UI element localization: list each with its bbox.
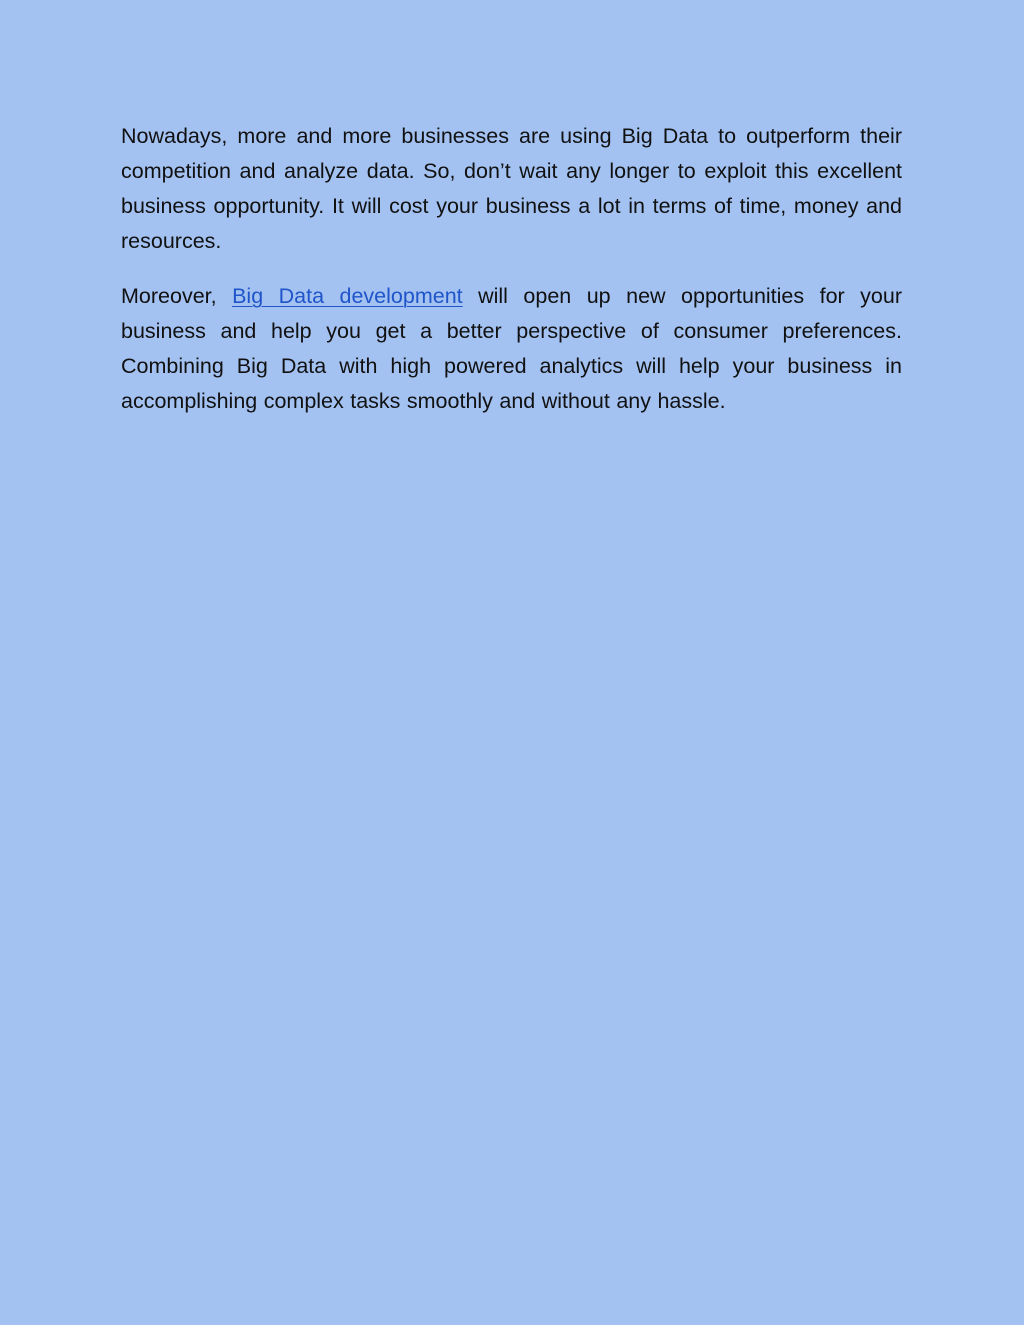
big-data-development-link[interactable]: Big Data development xyxy=(232,284,463,308)
paragraph-big-data-development xyxy=(121,279,902,419)
paragraph-text-before-link: Moreover, xyxy=(121,284,233,308)
paragraph-text-after-link: will open up new opportunities for your business and help you get a better perspective of consumer preferences. Combining Big Data with high powered analytics will help your business in accomplishing complex tasks smoothly and without any hassle. xyxy=(121,284,902,413)
document-body xyxy=(121,119,902,439)
paragraph-intro: Nowadays, more and more businesses are using Big Data to outperform their competition and analyze data. So, don’t wait any longer to exploit this excellent business opportunity. It will cost your business a lot in terms of time, money and resources. xyxy=(121,124,902,253)
